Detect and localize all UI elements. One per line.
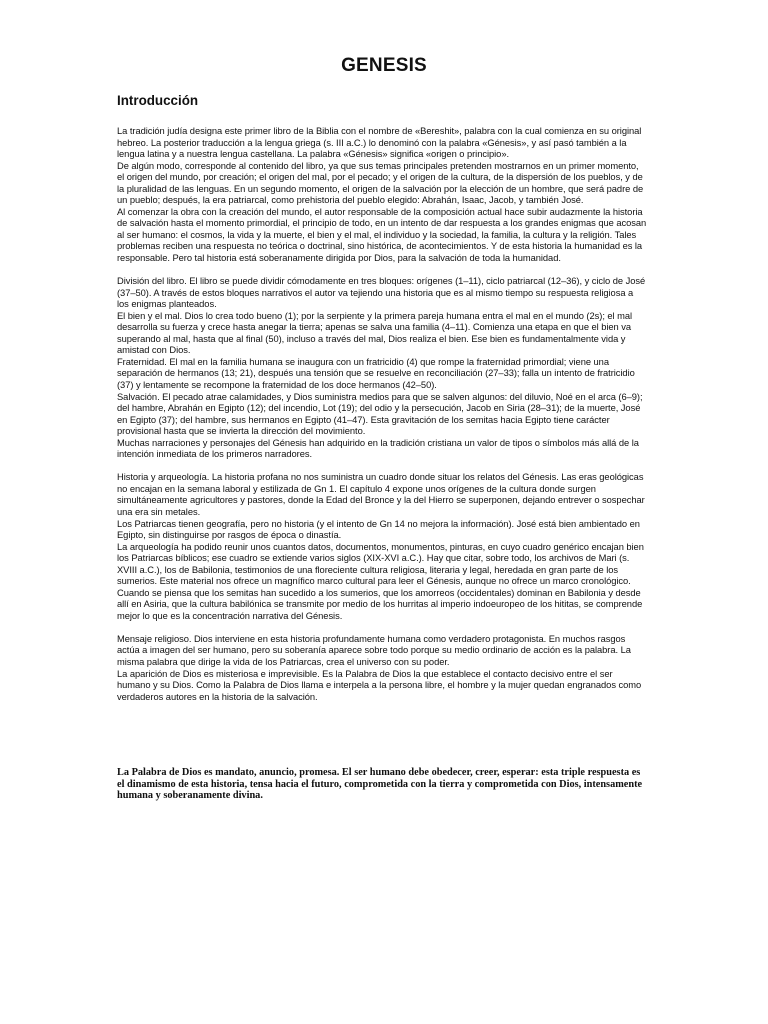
document-title: GENESIS — [341, 55, 427, 76]
paragraph-gap — [117, 622, 647, 634]
document-body — [117, 126, 647, 703]
body-paragraph: La tradición judía designa este primer libro de la Biblia con el nombre de «Bereshit», palabra con la cual comienza en su original hebreo. La posterior traducción a la lengua griega (s. III a.C.) lo denominó con la palabra «Génesis», y así pasó también a la lengua latina y a nuestra lengua castellana. La palabra «Génesis» significa «origen o principio». — [117, 126, 642, 160]
body-paragraph: La aparición de Dios es misteriosa e imprevisible. Es la Palabra de Dios la que establece el contacto decisivo entre el ser humano y su Dios. Como la Palabra de Dios llama e interpela a la persona libre, el hombre y la mujer quedan engranados como verdaderos autores en la historia de la salvación. — [117, 668, 642, 702]
paragraph-gap — [117, 265, 647, 277]
body-paragraph: División del libro. El libro se puede dividir cómodamente en tres bloques: orígenes (1–11), ciclo patriarcal (12–36), y ciclo de José (37–50). A través de estos bloques narrativos el autor va tejiendo una historia que es al mismo tiempo su respuesta religiosa a los enigmas planteados. — [117, 276, 646, 310]
body-paragraph: El bien y el mal. Dios lo crea todo bueno (1); por la serpiente y la primera pareja humana entra el mal en el mundo (2s); el mal desarrolla su fuerza y crece hasta anegar la tierra; apenas se salva una familia (4–11). Comienza una etapa en que el bien va superando al mal, hasta que al final (50), incluso a través del mal, Dios realiza el bien. Ese bien es fundamentalmente vida y amistad con Dios. — [117, 310, 633, 356]
body-paragraph: Historia y arqueología. La historia profana no nos suministra un cuadro donde situar los relatos del Génesis. Las eras geológicas no encajan en la semana laboral y estilizada de Gn 1. El capítulo 4 expone unos orígenes de la cultura donde surgen simultáneamente agricultores y pastores, donde la Edad del Bronce y la del Hierro se superponen, dejando entrever o sospechar una era sin metales. — [117, 472, 645, 517]
closing-paragraph: La Palabra de Dios es mandato, anuncio, promesa. El ser humano debe obedecer, creer, esperar: esta triple respuesta es el dinamismo de esta historia, tensa hacia el futuro, comprometida con la tierra y comprometida con Dios, intensamente humana y soberanamente divina. — [117, 767, 643, 802]
paragraph-gap — [117, 461, 647, 473]
body-paragraph: La arqueología ha podido reunir unos cuantos datos, documentos, monumentos, pinturas, en cuyo cuadro genérico encajan bien los Patriarcas bíblicos; ese cuadro se extiende varios siglos (XIX-XVI a.C.). Hay que citar, sobre todo, los archivos de Mari (s. XVIII a.C.), los de Babilonia, testimonios de una floreciente cultura religiosa, literaria y legal, heredada en gran parte de los sumerios. Este material nos ofrece un magnífico marco cultural para leer el Génesis, aunque no ofrece un marco cronológico. — [117, 541, 644, 587]
body-paragraph: Muchas narraciones y personajes del Génesis han adquirido en la tradición cristiana un valor de tipos o símbolos más allá de la intención inmediata de los primeros narradores. — [117, 437, 639, 460]
body-paragraph: Cuando se piensa que los semitas han sucedido a los sumerios, que los amorreos (occidentales) dominan en Babilonia y desde allí en Asiria, que la cultura babilónica se transmite por medio de los hurritas al imperio indoeuropeo de los hititas, se comprende mejor lo que es la concentración narrativa del Génesis. — [117, 587, 643, 621]
section-heading: Introducción — [117, 93, 199, 108]
body-paragraph: De algún modo, corresponde al contenido del libro, ya que sus temas principales pretenden mostrarnos en un primer momento, el origen del mundo, por creación; el origen del mal, por el pecado; y el origen de la cultura, de la dispersión de los pueblos, y de la pluralidad de las lenguas. En un segundo momento, el origen de la salvación por la elección de un hombre, que será padre de un pueblo; después, la era patriarcal, como prehistoria del pueblo elegido: Abrahán, Isaac, Jacob, y también José. — [117, 160, 644, 206]
body-paragraph: Mensaje religioso. Dios interviene en esta historia profundamente humana como verdadero protagonista. En muchos rasgos actúa a imagen del ser humano, pero su soberanía aparece sobre todo porque su medio ordinario de acción es la palabra. La misma palabra que dirige la vida de los Patriarcas, crea el universo con su poder. — [117, 633, 631, 668]
body-paragraph: Salvación. El pecado atrae calamidades, y Dios suministra medios para que se salven algunos: del diluvio, Noé en el arca (6–9); del hambre, Abrahán en Egipto (12); del incendio, Lot (19); del odio y la persecución, Jacob en Siria (28–31); de la muerte, José en Egipto (37); del hambre, sus hermanos en Egipto (41–47). Esta gravitación de los semitas hacia Egipto tiene carácter provisional hasta que se invierta la dirección del movimiento. — [117, 391, 643, 437]
body-paragraph: Fraternidad. El mal en la familia humana se inaugura con un fratricidio (4) que rompe la fraternidad primordial; viene una separación de hermanos (13; 21), después una tensión que se resuelve en reconciliación (27–33); falla un intento de fratricidio (37) y lentamente se recompone la fraternidad de los doce hermanos (42–50). — [117, 356, 635, 390]
body-paragraph: Al comenzar la obra con la creación del mundo, el autor responsable de la composición actual hace subir audazmente la historia de salvación hasta el momento primordial, el principio de todo, en un intento de dar respuesta a los grandes enigmas que acosan al ser humano: el cosmos, la vida y la muerte, el bien y el mal, el individuo y la sociedad, la familia, la cultura y la religión. Tales problemas reciben una respuesta no teórica o doctrinal, sino histórica, de acontecimientos. Y de esta historia la humanidad es la responsable. Pero tal historia está soberanamente dirigida por Dios, para la salvación de toda la humanidad. — [117, 206, 647, 264]
body-paragraph: Los Patriarcas tienen geografía, pero no historia (y el intento de Gn 14 no mejora la información). José está bien ambientado en Egipto, sin distinguirse por rasgos de época o dinastía. — [117, 518, 640, 541]
